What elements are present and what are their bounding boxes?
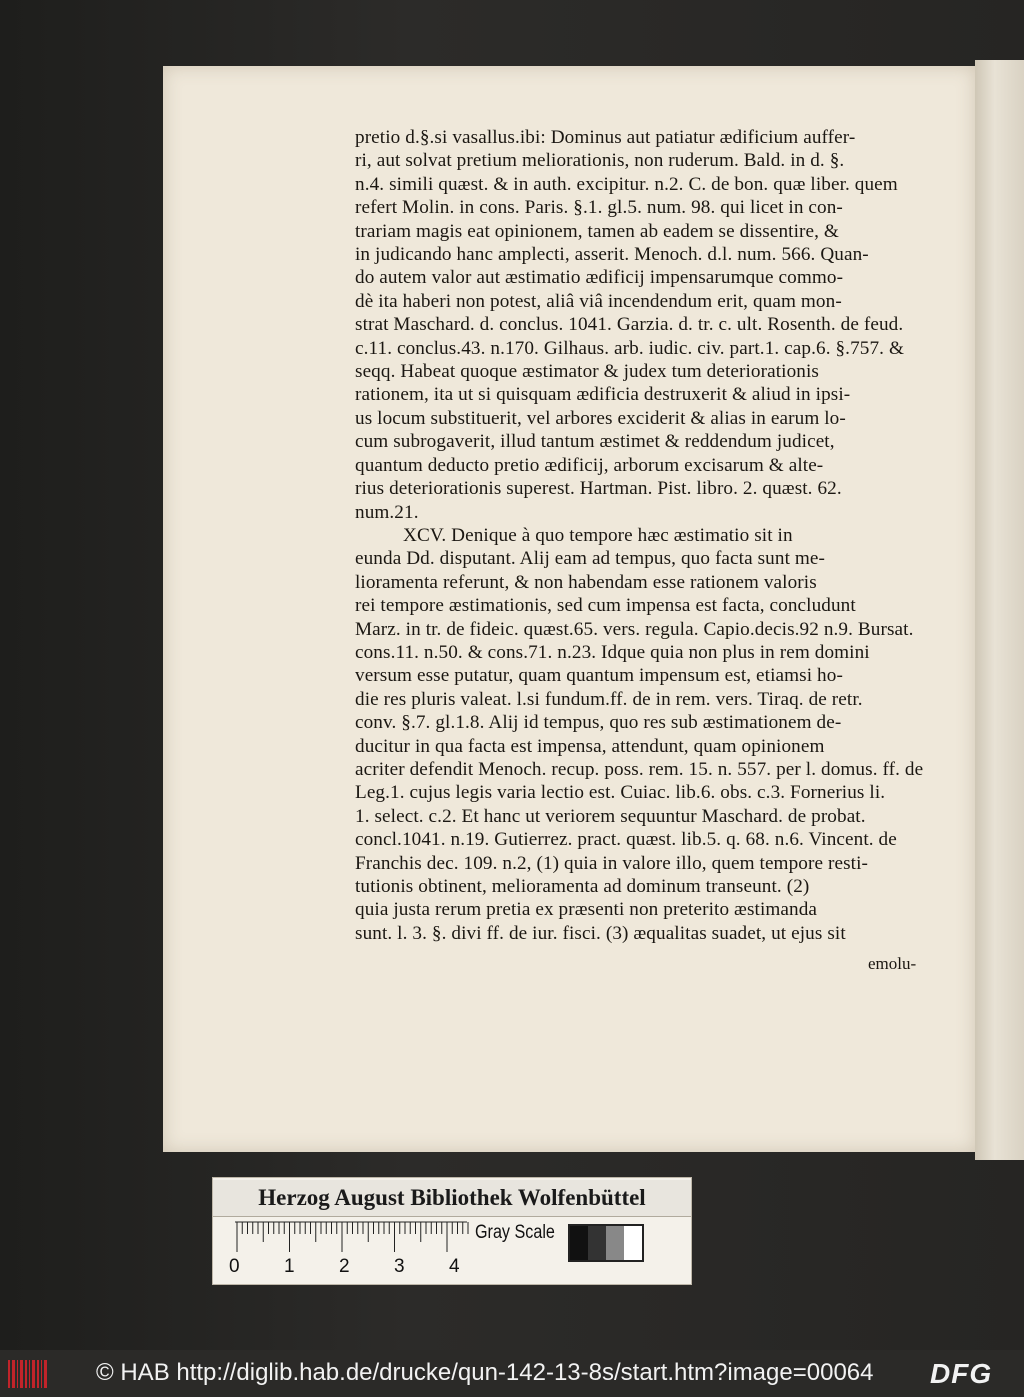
- text-line: quantum deducto pretio ædificij, arborum excisarum & alte-: [355, 454, 824, 476]
- text-line: in judicando hanc amplecti, asserit. Menoch. d.l. num. 566. Quan-: [355, 244, 869, 266]
- text-line: n.4. simili quæst. & in auth. excipitur. n.2. C. de bon. quæ liber. quem: [355, 173, 898, 195]
- footer-bar: [0, 1350, 1024, 1397]
- measurement-ruler: [235, 1220, 475, 1252]
- text-line: tutionis obtinent, melioramenta ad dominum transeunt. (2): [355, 876, 810, 897]
- book-page: [163, 66, 975, 1152]
- catchword: emolu-: [868, 954, 917, 973]
- text-line: cum subrogaverit, illud tantum æstimet & reddendum judicet,: [355, 431, 835, 453]
- dfg-logo: DFG: [930, 1358, 993, 1389]
- text-line: strat Maschard. d. conclus. 1041. Garzia. d. tr. c. ult. Rosenth. de feud.: [355, 314, 904, 336]
- text-line: quia justa rerum pretia ex præsenti non preterito æstimanda: [355, 899, 818, 921]
- text-line: seqq. Habeat quoque æstimator & judex tum deteriorationis: [355, 361, 819, 383]
- text-line: cons.11. n.50. & cons.71. n.23. Idque quia non plus in rem domini: [355, 641, 870, 663]
- ruler-number: 1: [284, 1256, 295, 1277]
- text-line: conv. §.7. gl.1.8. Alij id tempus, quo res sub æstimationem de-: [355, 712, 842, 734]
- text-line: c.11. conclus.43. n.170. Gilhaus. arb. iudic. civ. part.1. cap.6. §.757. &: [355, 337, 904, 359]
- text-line: lioramenta referunt, & non habendam esse rationem valoris: [355, 571, 817, 593]
- gray-scale-swatches: [568, 1224, 644, 1262]
- ruler-number: 0: [229, 1256, 240, 1277]
- text-line: acriter defendit Menoch. recup. poss. rem. 15. n. 557. per l. domus. ff. de: [355, 758, 924, 780]
- text-line: die res pluris valeat. l.si fundum.ff. de in rem. vers. Tiraq. de retr.: [355, 688, 863, 710]
- library-title: Herzog August Bibliothek Wolfenbüttel: [213, 1180, 691, 1217]
- facing-page-edge: [975, 60, 1024, 1160]
- text-line: 1. select. c.2. Et hanc ut veriorem sequuntur Maschard. de probat.: [355, 805, 866, 827]
- ruler-number: 2: [339, 1256, 350, 1277]
- text-line: dè ita haberi non potest, aliâ viâ incendendum erit, quam mon-: [355, 290, 842, 312]
- text-line: Marz. in tr. de fideic. quæst.65. vers. regula. Capio.decis.92 n.9. Bursat.: [355, 618, 914, 640]
- text-line: ducitur in qua facta est impensa, attendunt, quam opinionem: [355, 735, 825, 757]
- gray-scale-label: Gray Scale: [475, 1222, 555, 1243]
- text-line: rius deteriorationis superest. Hartman. Pist. libro. 2. quæst. 62.: [355, 478, 842, 500]
- text-line: do autem valor aut æstimatio ædificij impensarumque commo-: [355, 267, 844, 289]
- text-line: rei tempore æstimationis, sed cum impensa est facta, concludunt: [355, 595, 856, 617]
- copyright-link[interactable]: © HAB http://diglib.hab.de/drucke/qun-142-13-8s/start.htm?image=00064: [96, 1359, 874, 1386]
- text-line: Leg.1. cujus legis varia lectio est. Cuiac. lib.6. obs. c.3. Fornerius li.: [355, 782, 886, 804]
- text-line: Franchis dec. 109. n.2, (1) quia in valore illo, quem tempore resti-: [355, 852, 869, 874]
- text-line: us locum substituerit, vel arbores exciderit & alias in earum lo-: [355, 407, 846, 429]
- ruler-number: 4: [449, 1256, 460, 1277]
- barcode-icon: [8, 1360, 48, 1388]
- text-line: num.21.: [355, 501, 419, 523]
- text-line: trariam magis eat opinionem, tamen ab eadem se dissentire, &: [355, 220, 839, 242]
- library-label-card: [212, 1177, 692, 1285]
- page-text: [355, 126, 945, 945]
- text-line: sunt. l. 3. §. divi ff. de iur. fisci. (3) æqualitas suadet, ut ejus sit: [355, 922, 846, 944]
- text-line: XCV. Denique à quo tempore hæc æstimatio sit in: [403, 524, 793, 546]
- ruler-numbers: [229, 1256, 489, 1280]
- text-line: eunda Dd. disputant. Alij eam ad tempus, quo facta sunt me-: [355, 548, 826, 570]
- text-line: refert Molin. in cons. Paris. §.1. gl.5. num. 98. qui licet in con-: [355, 197, 843, 219]
- text-line: versum esse putatur, quam quantum impensum est, etiamsi ho-: [355, 665, 843, 687]
- text-line: rationem, ita ut si quisquam ædificia destruxerit & aliud in ipsi-: [355, 384, 851, 406]
- text-line: ri, aut solvat pretium meliorationis, non ruderum. Bald. in d. §.: [355, 150, 845, 172]
- text-line: pretio d.§.si vasallus.ibi: Dominus aut patiatur ædificium auffer-: [355, 127, 856, 148]
- text-line: concl.1041. n.19. Gutierrez. pract. quæst. lib.5. q. 68. n.6. Vincent. de: [355, 829, 897, 851]
- ruler-number: 3: [394, 1256, 405, 1277]
